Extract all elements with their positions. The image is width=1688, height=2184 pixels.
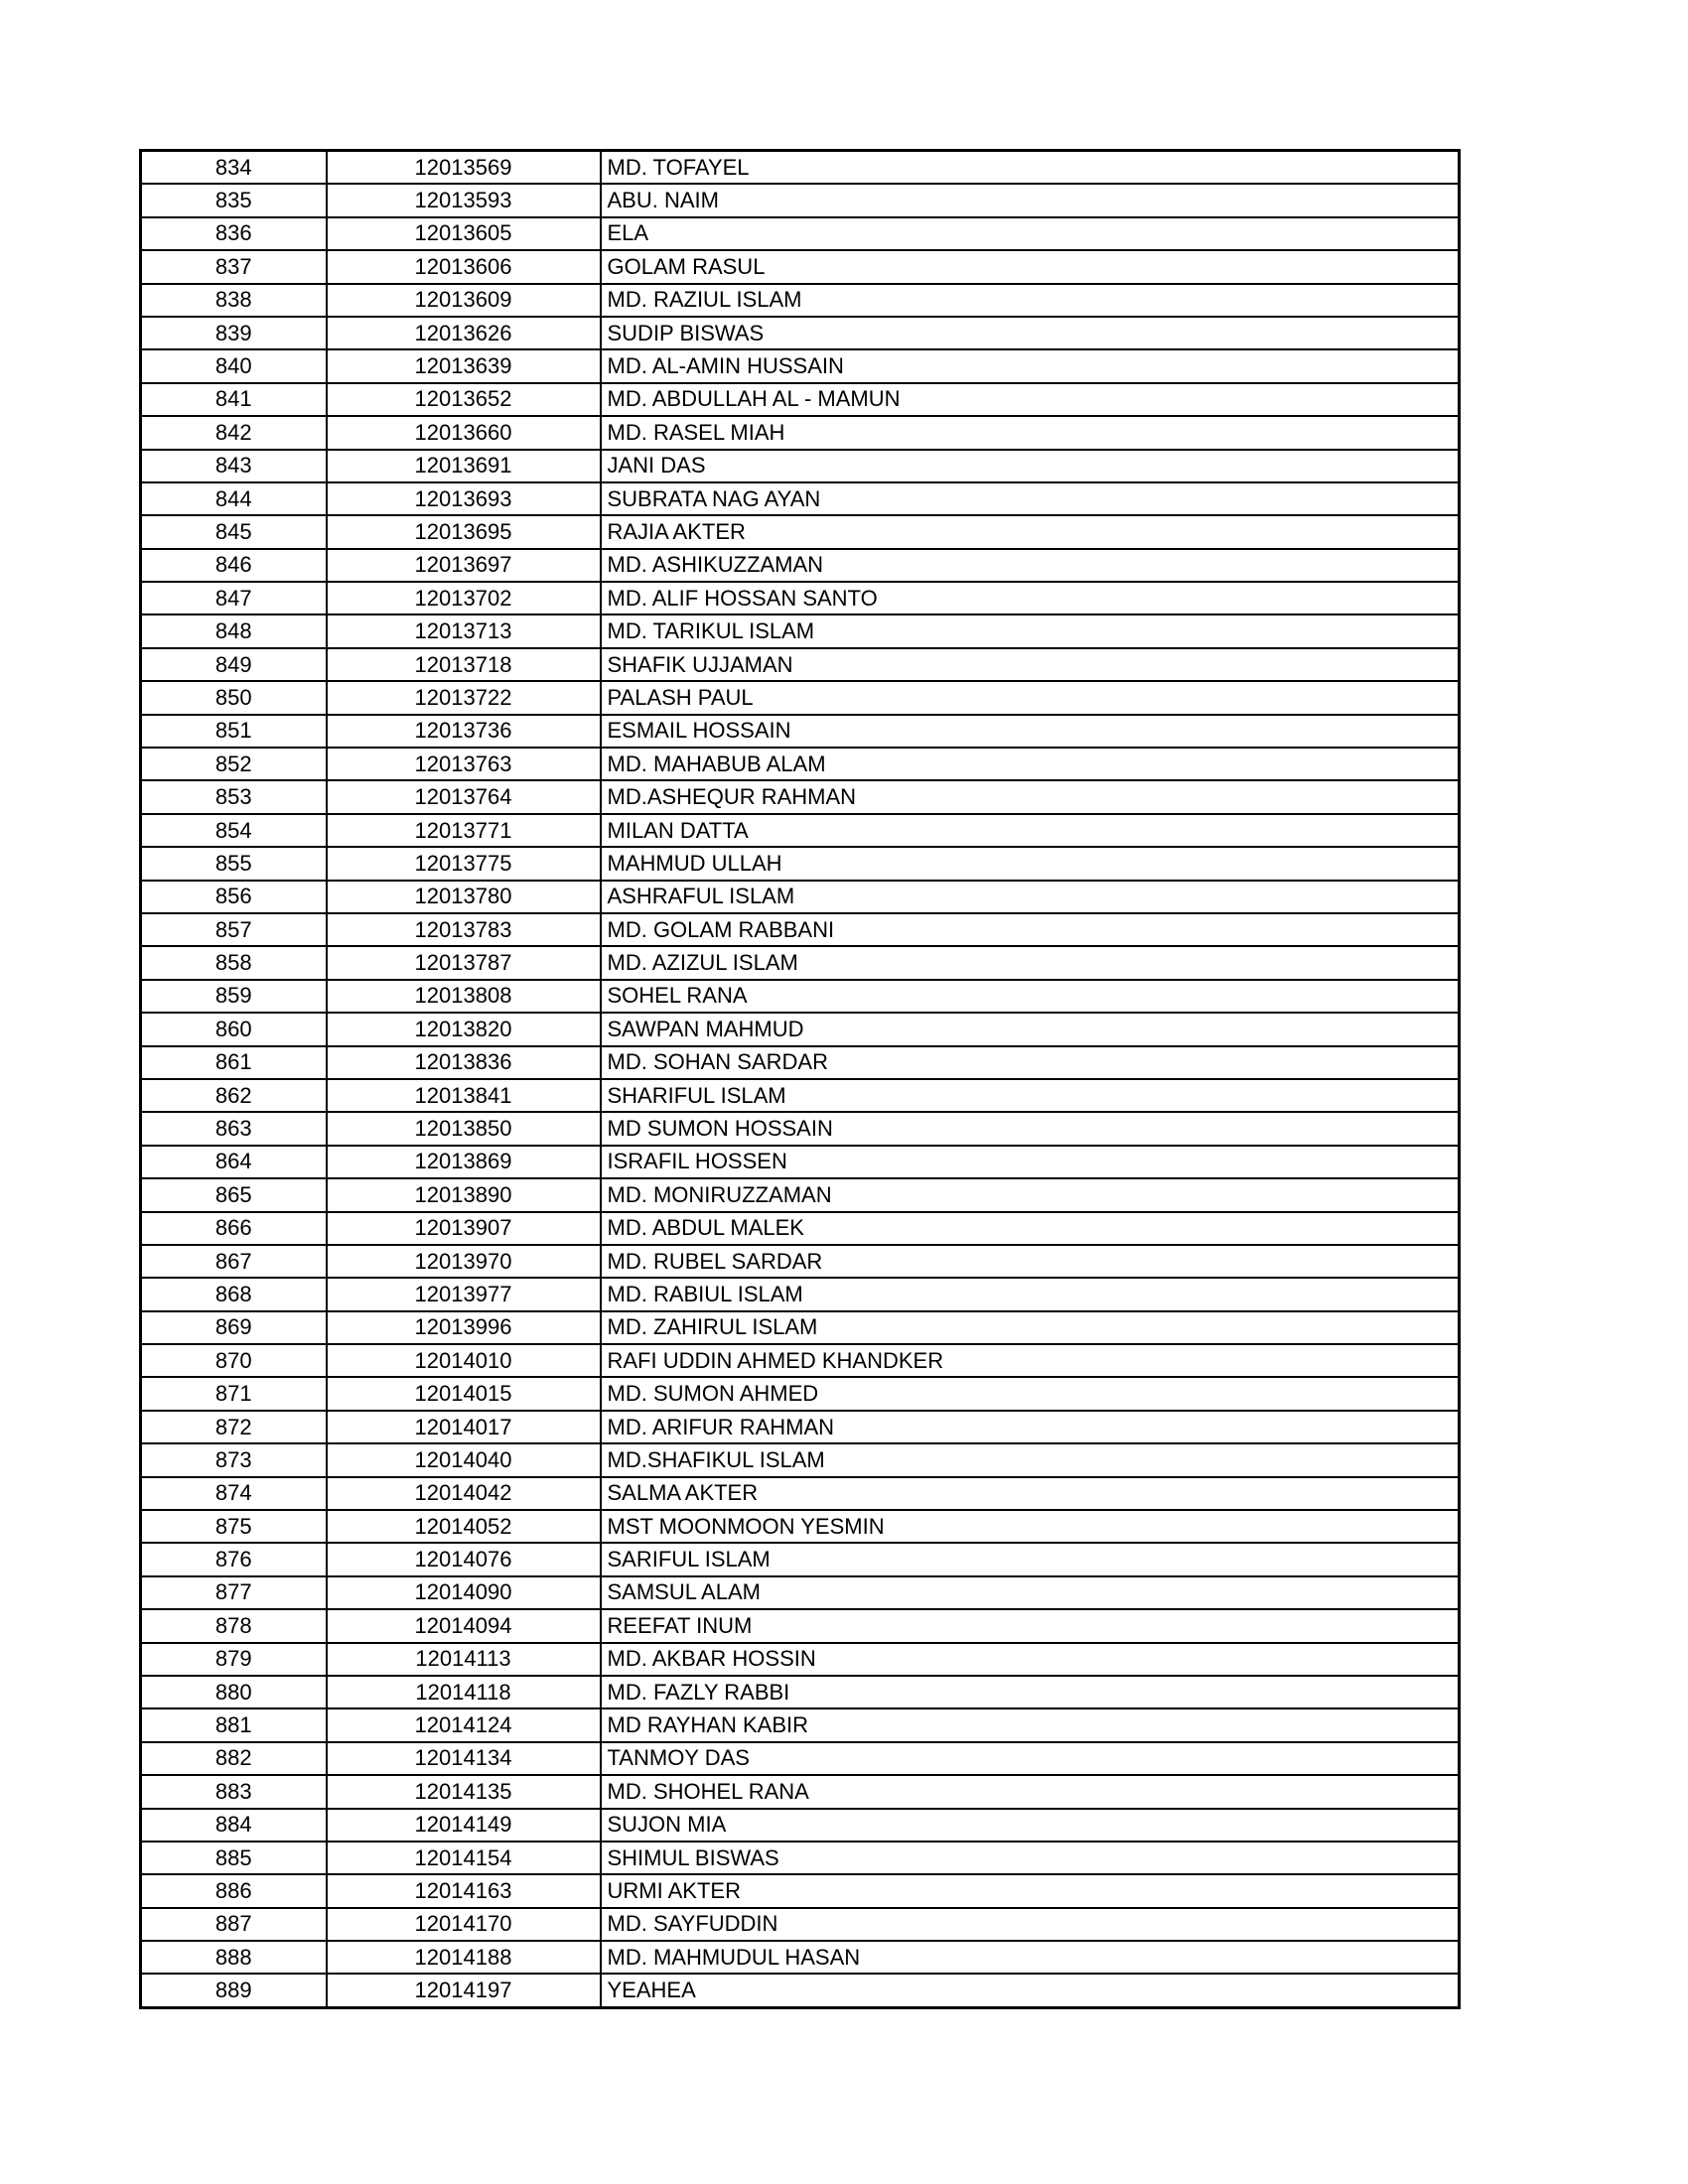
table-row — [141, 582, 1460, 614]
registration-number-cell: 12014154 — [327, 1842, 601, 1874]
name-cell: MD. FAZLY RABBI — [601, 1676, 1460, 1708]
serial-number-cell: 844 — [141, 482, 327, 515]
serial-number-cell: 882 — [141, 1742, 327, 1775]
registration-number-cell: 12013808 — [327, 980, 601, 1013]
serial-number-cell: 838 — [141, 284, 327, 317]
serial-number-cell: 845 — [141, 515, 327, 548]
name-cell: REEFAT INUM — [601, 1609, 1460, 1642]
serial-number-cell: 863 — [141, 1112, 327, 1145]
registration-number-cell: 12014124 — [327, 1708, 601, 1741]
registration-number-cell: 12013907 — [327, 1212, 601, 1245]
table-row — [141, 217, 1460, 250]
serial-number-cell: 850 — [141, 681, 327, 714]
table-row — [141, 748, 1460, 780]
serial-number-cell: 884 — [141, 1809, 327, 1842]
serial-number-cell: 835 — [141, 184, 327, 216]
registration-number-cell: 12014170 — [327, 1908, 601, 1941]
name-cell: MD. TOFAYEL — [601, 151, 1460, 185]
registration-number-cell: 12013820 — [327, 1013, 601, 1045]
name-cell: MD. AL-AMIN HUSSAIN — [601, 349, 1460, 382]
table-row — [141, 715, 1460, 748]
serial-number-cell: 855 — [141, 847, 327, 880]
serial-number-cell: 837 — [141, 250, 327, 283]
name-cell: MD. RUBEL SARDAR — [601, 1245, 1460, 1278]
registration-number-cell: 12013702 — [327, 582, 601, 614]
table-row — [141, 349, 1460, 382]
name-cell: SHAFIK UJJAMAN — [601, 648, 1460, 681]
name-cell: ASHRAFUL ISLAM — [601, 881, 1460, 913]
name-cell: RAFI UDDIN AHMED KHANDKER — [601, 1344, 1460, 1377]
registration-number-cell: 12013695 — [327, 515, 601, 548]
name-cell: PALASH PAUL — [601, 681, 1460, 714]
table-row — [141, 1112, 1460, 1145]
registration-number-cell: 12014197 — [327, 1974, 601, 2007]
table-row — [141, 1609, 1460, 1642]
serial-number-cell: 887 — [141, 1908, 327, 1941]
name-cell: MD. ABDUL MALEK — [601, 1212, 1460, 1245]
name-cell: ELA — [601, 217, 1460, 250]
serial-number-cell: 854 — [141, 814, 327, 847]
table-row — [141, 614, 1460, 647]
name-cell: ABU. NAIM — [601, 184, 1460, 216]
registration-number-cell: 12013713 — [327, 614, 601, 647]
serial-number-cell: 877 — [141, 1576, 327, 1609]
serial-number-cell: 852 — [141, 748, 327, 780]
serial-number-cell: 840 — [141, 349, 327, 382]
name-cell: MD. SAYFUDDIN — [601, 1908, 1460, 1941]
serial-number-cell: 851 — [141, 715, 327, 748]
table-row — [141, 1908, 1460, 1941]
registration-number-cell: 12013593 — [327, 184, 601, 216]
registration-number-cell: 12014118 — [327, 1676, 601, 1708]
name-cell: SUBRATA NAG AYAN — [601, 482, 1460, 515]
table-row — [141, 1708, 1460, 1741]
name-cell: SOHEL RANA — [601, 980, 1460, 1013]
name-cell: MD. MONIRUZZAMAN — [601, 1178, 1460, 1211]
table-row — [141, 1941, 1460, 1974]
serial-number-cell: 860 — [141, 1013, 327, 1045]
serial-number-cell: 874 — [141, 1477, 327, 1510]
table-row — [141, 1543, 1460, 1575]
serial-number-cell: 871 — [141, 1377, 327, 1410]
serial-number-cell: 853 — [141, 780, 327, 813]
serial-number-cell: 888 — [141, 1941, 327, 1974]
table-row — [141, 1477, 1460, 1510]
name-cell: URMI AKTER — [601, 1874, 1460, 1907]
serial-number-cell: 883 — [141, 1775, 327, 1808]
serial-number-cell: 872 — [141, 1411, 327, 1443]
table-row — [141, 780, 1460, 813]
registration-number-cell: 12013996 — [327, 1311, 601, 1344]
registration-number-cell: 12013783 — [327, 913, 601, 946]
registration-number-cell: 12013722 — [327, 681, 601, 714]
name-cell: SHIMUL BISWAS — [601, 1842, 1460, 1874]
table-row — [141, 1046, 1460, 1079]
name-cell: MD. ZAHIRUL ISLAM — [601, 1311, 1460, 1344]
table-row — [141, 1775, 1460, 1808]
registration-number-cell: 12013569 — [327, 151, 601, 185]
name-cell: SHARIFUL ISLAM — [601, 1079, 1460, 1112]
table-row — [141, 913, 1460, 946]
table-row — [141, 1079, 1460, 1112]
registration-number-cell: 12013605 — [327, 217, 601, 250]
serial-number-cell: 834 — [141, 151, 327, 185]
serial-number-cell: 865 — [141, 1178, 327, 1211]
serial-number-cell: 841 — [141, 383, 327, 416]
registration-number-cell: 12014134 — [327, 1742, 601, 1775]
registration-number-cell: 12013606 — [327, 250, 601, 283]
registration-number-cell: 12014052 — [327, 1510, 601, 1543]
serial-number-cell: 839 — [141, 317, 327, 349]
serial-number-cell: 869 — [141, 1311, 327, 1344]
name-cell: MD. GOLAM RABBANI — [601, 913, 1460, 946]
registration-number-cell: 12013836 — [327, 1046, 601, 1079]
name-cell: SUDIP BISWAS — [601, 317, 1460, 349]
table-row — [141, 1510, 1460, 1543]
table-row — [141, 1377, 1460, 1410]
name-cell: GOLAM RASUL — [601, 250, 1460, 283]
name-cell: RAJIA AKTER — [601, 515, 1460, 548]
registration-number-cell: 12013639 — [327, 349, 601, 382]
name-cell: MD SUMON HOSSAIN — [601, 1112, 1460, 1145]
serial-number-cell: 866 — [141, 1212, 327, 1245]
registration-number-cell: 12013771 — [327, 814, 601, 847]
table-row — [141, 482, 1460, 515]
name-cell: SAWPAN MAHMUD — [601, 1013, 1460, 1045]
serial-number-cell: 889 — [141, 1974, 327, 2007]
table-row — [141, 1178, 1460, 1211]
table-row — [141, 1742, 1460, 1775]
name-cell: MD. MAHMUDUL HASAN — [601, 1941, 1460, 1974]
registration-number-cell: 12014163 — [327, 1874, 601, 1907]
registration-number-cell: 12013691 — [327, 450, 601, 482]
serial-number-cell: 862 — [141, 1079, 327, 1112]
table-row — [141, 681, 1460, 714]
serial-number-cell: 846 — [141, 549, 327, 582]
name-cell: MD. ARIFUR RAHMAN — [601, 1411, 1460, 1443]
table-row — [141, 1842, 1460, 1874]
serial-number-cell: 864 — [141, 1146, 327, 1178]
table-row — [141, 1643, 1460, 1676]
table-row — [141, 881, 1460, 913]
registration-number-cell: 12013718 — [327, 648, 601, 681]
table-row — [141, 284, 1460, 317]
serial-number-cell: 867 — [141, 1245, 327, 1278]
registration-number-cell: 12013787 — [327, 946, 601, 979]
serial-number-cell: 881 — [141, 1708, 327, 1741]
serial-number-cell: 856 — [141, 881, 327, 913]
table-row — [141, 847, 1460, 880]
registration-number-cell: 12014090 — [327, 1576, 601, 1609]
registration-number-cell: 12014113 — [327, 1643, 601, 1676]
name-cell: SAMSUL ALAM — [601, 1576, 1460, 1609]
registration-number-cell: 12013736 — [327, 715, 601, 748]
serial-number-cell: 861 — [141, 1046, 327, 1079]
name-cell: ISRAFIL HOSSEN — [601, 1146, 1460, 1178]
serial-number-cell: 849 — [141, 648, 327, 681]
table-row — [141, 1013, 1460, 1045]
registration-number-cell: 12013780 — [327, 881, 601, 913]
table-row — [141, 1974, 1460, 2007]
name-cell: MD.SHAFIKUL ISLAM — [601, 1443, 1460, 1476]
table-row — [141, 317, 1460, 349]
table-row — [141, 1212, 1460, 1245]
name-cell: MD. MAHABUB ALAM — [601, 748, 1460, 780]
registration-number-cell: 12014040 — [327, 1443, 601, 1476]
registration-number-cell: 12013660 — [327, 416, 601, 449]
serial-number-cell: 879 — [141, 1643, 327, 1676]
serial-number-cell: 858 — [141, 946, 327, 979]
serial-number-cell: 859 — [141, 980, 327, 1013]
table-row — [141, 184, 1460, 216]
registration-number-cell: 12014149 — [327, 1809, 601, 1842]
name-cell: MD. ALIF HOSSAN SANTO — [601, 582, 1460, 614]
registration-number-cell: 12014094 — [327, 1609, 601, 1642]
table-row — [141, 250, 1460, 283]
serial-number-cell: 873 — [141, 1443, 327, 1476]
table-row — [141, 1874, 1460, 1907]
name-cell: MD. ASHIKUZZAMAN — [601, 549, 1460, 582]
registration-number-cell: 12013841 — [327, 1079, 601, 1112]
registration-number-cell: 12013763 — [327, 748, 601, 780]
table-row — [141, 1311, 1460, 1344]
registration-number-cell: 12014042 — [327, 1477, 601, 1510]
name-cell: MILAN DATTA — [601, 814, 1460, 847]
serial-number-cell: 836 — [141, 217, 327, 250]
serial-number-cell: 857 — [141, 913, 327, 946]
table-row — [141, 1344, 1460, 1377]
table-row — [141, 648, 1460, 681]
name-cell: MD RAYHAN KABIR — [601, 1708, 1460, 1741]
serial-number-cell: 847 — [141, 582, 327, 614]
registration-number-cell: 12013850 — [327, 1112, 601, 1145]
serial-number-cell: 875 — [141, 1510, 327, 1543]
name-cell: MD.ASHEQUR RAHMAN — [601, 780, 1460, 813]
table-row — [141, 450, 1460, 482]
registration-number-cell: 12013693 — [327, 482, 601, 515]
table-row — [141, 1809, 1460, 1842]
name-cell: TANMOY DAS — [601, 1742, 1460, 1775]
serial-number-cell: 843 — [141, 450, 327, 482]
name-cell: SUJON MIA — [601, 1809, 1460, 1842]
registration-number-cell: 12013697 — [327, 549, 601, 582]
name-cell: MD. ABDULLAH AL - MAMUN — [601, 383, 1460, 416]
table-row — [141, 1411, 1460, 1443]
table-row — [141, 1278, 1460, 1310]
table-row — [141, 1576, 1460, 1609]
registration-number-cell: 12014010 — [327, 1344, 601, 1377]
serial-number-cell: 842 — [141, 416, 327, 449]
name-cell: MAHMUD ULLAH — [601, 847, 1460, 880]
name-cell: MD. SOHAN SARDAR — [601, 1046, 1460, 1079]
serial-number-cell: 870 — [141, 1344, 327, 1377]
table-row — [141, 980, 1460, 1013]
table-row — [141, 1146, 1460, 1178]
table-row — [141, 151, 1460, 185]
registration-number-cell: 12014135 — [327, 1775, 601, 1808]
registration-number-cell: 12013977 — [327, 1278, 601, 1310]
name-cell: MD. AKBAR HOSSIN — [601, 1643, 1460, 1676]
table-row — [141, 416, 1460, 449]
table-row — [141, 814, 1460, 847]
candidate-table-body — [141, 151, 1460, 2008]
table-row — [141, 1443, 1460, 1476]
name-cell: MD. TARIKUL ISLAM — [601, 614, 1460, 647]
registration-number-cell: 12013609 — [327, 284, 601, 317]
registration-number-cell: 12013970 — [327, 1245, 601, 1278]
registration-number-cell: 12014017 — [327, 1411, 601, 1443]
registration-number-cell: 12014188 — [327, 1941, 601, 1974]
table-row — [141, 515, 1460, 548]
table-row — [141, 1676, 1460, 1708]
table-row — [141, 1245, 1460, 1278]
registration-number-cell: 12013869 — [327, 1146, 601, 1178]
serial-number-cell: 868 — [141, 1278, 327, 1310]
name-cell: MD. SHOHEL RANA — [601, 1775, 1460, 1808]
registration-number-cell: 12013890 — [327, 1178, 601, 1211]
serial-number-cell: 878 — [141, 1609, 327, 1642]
name-cell: MD. RAZIUL ISLAM — [601, 284, 1460, 317]
name-cell: JANI DAS — [601, 450, 1460, 482]
serial-number-cell: 848 — [141, 614, 327, 647]
serial-number-cell: 876 — [141, 1543, 327, 1575]
table-row — [141, 383, 1460, 416]
candidate-table — [139, 149, 1461, 2009]
name-cell: MD. AZIZUL ISLAM — [601, 946, 1460, 979]
serial-number-cell: 885 — [141, 1842, 327, 1874]
registration-number-cell: 12013652 — [327, 383, 601, 416]
serial-number-cell: 886 — [141, 1874, 327, 1907]
table-row — [141, 946, 1460, 979]
name-cell: MD. RABIUL ISLAM — [601, 1278, 1460, 1310]
registration-number-cell: 12013626 — [327, 317, 601, 349]
registration-number-cell: 12013764 — [327, 780, 601, 813]
registration-number-cell: 12014015 — [327, 1377, 601, 1410]
name-cell: YEAHEA — [601, 1974, 1460, 2007]
registration-number-cell: 12013775 — [327, 847, 601, 880]
name-cell: SALMA AKTER — [601, 1477, 1460, 1510]
table-row — [141, 549, 1460, 582]
name-cell: MD. SUMON AHMED — [601, 1377, 1460, 1410]
registration-number-cell: 12014076 — [327, 1543, 601, 1575]
serial-number-cell: 880 — [141, 1676, 327, 1708]
name-cell: ESMAIL HOSSAIN — [601, 715, 1460, 748]
name-cell: SARIFUL ISLAM — [601, 1543, 1460, 1575]
name-cell: MD. RASEL MIAH — [601, 416, 1460, 449]
name-cell: MST MOONMOON YESMIN — [601, 1510, 1460, 1543]
